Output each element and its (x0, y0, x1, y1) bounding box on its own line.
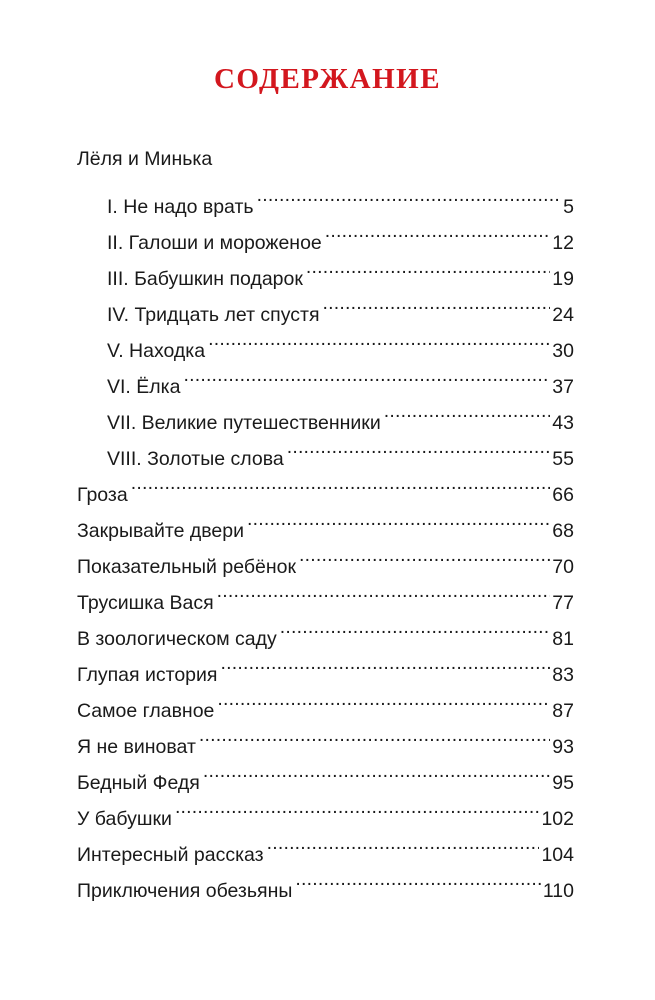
toc-entry-title: Закрывайте двери (77, 520, 244, 542)
toc-entry-title: Бедный Федя (77, 772, 200, 794)
toc-entry-page: 95 (552, 772, 574, 794)
toc-entry-page: 77 (552, 592, 574, 614)
toc-entry-page: 37 (552, 376, 574, 398)
toc-entry-page: 12 (552, 232, 574, 254)
toc-entry[interactable] (77, 501, 574, 542)
toc-entry-title: Приключения обезьяны (77, 880, 293, 902)
toc-entry[interactable] (77, 465, 574, 506)
toc-entry-page: 43 (552, 412, 574, 434)
toc-entry-page: 30 (552, 340, 574, 362)
toc-entry-page: 87 (552, 700, 574, 722)
toc-entry-title: VII. Великие путешественники (107, 412, 381, 434)
toc-entry-title: II. Галоши и мороженое (107, 232, 322, 254)
dot-leader (175, 789, 540, 825)
dot-leader (325, 213, 551, 249)
table-of-contents (77, 141, 574, 902)
toc-entry-page: 83 (552, 664, 574, 686)
dot-leader (287, 429, 551, 465)
dot-leader (217, 573, 551, 609)
toc-entry-page: 66 (552, 484, 574, 506)
toc-entry-page: 24 (552, 304, 574, 326)
page-title: СОДЕРЖАНИЕ (213, 63, 442, 95)
toc-entry-page: 110 (542, 880, 574, 902)
dot-leader (199, 717, 550, 753)
toc-entry-title: Показательный ребёнок (77, 556, 296, 578)
toc-entry-title: VIII. Золотые слова (107, 448, 284, 470)
dot-leader (203, 753, 550, 789)
section-heading: Лёля и Минька (77, 148, 213, 170)
toc-entry-title: У бабушки (77, 808, 172, 830)
dot-leader (220, 645, 550, 681)
toc-entry-page: 93 (552, 736, 574, 758)
dot-leader (257, 177, 562, 213)
dot-leader (384, 393, 551, 429)
toc-entry-page: 81 (552, 628, 574, 650)
toc-entry-page: 19 (552, 268, 574, 290)
dot-leader (280, 609, 551, 645)
dot-leader (131, 465, 551, 501)
toc-entry-title: Самое главное (77, 700, 215, 722)
toc-entry-page: 70 (552, 556, 574, 578)
dot-leader (208, 321, 550, 357)
toc-entry-title: IV. Тридцать лет спустя (107, 304, 320, 326)
dot-leader (323, 285, 551, 321)
toc-entry-title: III. Бабушкин подарок (107, 268, 303, 290)
toc-entry[interactable] (77, 177, 574, 218)
toc-entry-page: 102 (541, 808, 574, 830)
dot-leader (247, 501, 550, 537)
dot-leader (183, 357, 550, 393)
toc-entry-title: Глупая история (77, 664, 218, 686)
toc-entry-title: I. Не надо врать (107, 196, 254, 218)
toc-entry-page: 104 (541, 844, 574, 866)
toc-entry-title: Я не виноват (77, 736, 196, 758)
toc-entry-title: Интересный рассказ (77, 844, 264, 866)
toc-entry-title: Гроза (77, 484, 128, 506)
dot-leader (299, 537, 550, 573)
dot-leader (306, 249, 550, 285)
toc-entry-page: 55 (552, 448, 574, 470)
dot-leader (267, 825, 540, 861)
toc-entry-title: Трусишка Вася (77, 592, 214, 614)
dot-leader (295, 861, 541, 897)
toc-entry-page: 5 (563, 196, 574, 218)
toc-entry-title: VI. Ёлка (107, 376, 181, 398)
dot-leader (217, 681, 550, 717)
toc-entry-title: В зоологическом саду (77, 628, 277, 650)
toc-entry-page: 68 (552, 520, 574, 542)
toc-entry-title: V. Находка (107, 340, 206, 362)
